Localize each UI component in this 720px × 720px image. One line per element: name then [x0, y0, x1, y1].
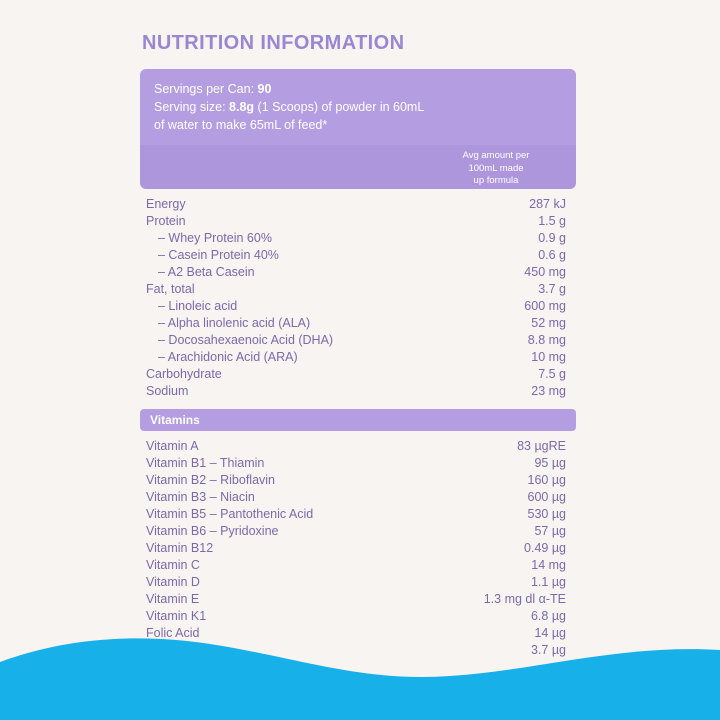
- table-row: [140, 333, 576, 350]
- nutrient-value: 0.49 µg: [524, 541, 566, 556]
- page-title: NUTRITION INFORMATION: [142, 32, 405, 54]
- serving-size-value: 8.8g: [229, 99, 255, 114]
- nutrient-label: – Casein Protein 40%: [158, 248, 279, 263]
- nutrient-label: – Whey Protein 60%: [158, 231, 272, 246]
- nutrient-value: 1.3 mg dl α-TE: [483, 592, 566, 607]
- table-row: [140, 282, 576, 299]
- nutrient-value: 10 mg: [531, 350, 566, 365]
- nutrient-value: 7.5 g: [538, 367, 566, 382]
- nutrient-value: 1.1 µg: [530, 575, 566, 590]
- nutrient-label: Vitamin B12: [146, 541, 214, 556]
- serving-info-box: [140, 69, 576, 145]
- nutrient-value: 14 mg: [531, 558, 566, 573]
- table-row: [140, 316, 576, 333]
- wave-decoration: [0, 610, 720, 720]
- nutrient-value: 52 mg: [531, 316, 566, 331]
- serving-size-rest: (1 Scoops) of powder in 60mL: [257, 99, 425, 114]
- servings-per-can-line: [154, 81, 562, 99]
- nutrient-label: Vitamin E: [146, 592, 200, 607]
- nutrient-value: 57 µg: [534, 524, 566, 539]
- nutrient-label: Vitamin C: [146, 558, 200, 573]
- nutrient-label: Vitamin A: [146, 439, 199, 454]
- serving-size-label: Serving size:: [154, 99, 226, 114]
- servings-per-can-label: Servings per Can:: [154, 82, 255, 96]
- nutrient-label: Sodium: [146, 384, 189, 399]
- nutrient-value: 23 mg: [531, 384, 566, 399]
- table-row: [140, 299, 576, 316]
- nutrient-value: 8.8 mg: [527, 333, 566, 348]
- nutrient-label: – Arachidonic Acid (ARA): [158, 350, 298, 365]
- nutrient-label: Energy: [146, 197, 186, 212]
- nutrient-label: Vitamin K1: [146, 609, 207, 624]
- column-header-line-1: Avg amount per: [462, 150, 530, 162]
- table-row: [140, 473, 576, 490]
- nutrition-panel: [140, 32, 576, 660]
- table-row: [140, 456, 576, 473]
- nutrient-label: Vitamin B2 – Riboflavin: [146, 473, 276, 488]
- nutrient-label: Carbohydrate: [146, 367, 222, 382]
- table-row: [140, 197, 576, 214]
- serving-size-line-2: of water to make 65mL of feed*: [154, 117, 328, 132]
- column-header-line-2: 100mL made: [468, 162, 524, 174]
- nutrient-value: 14 µg: [534, 626, 566, 641]
- nutrient-label: Vitamin B1 – Thiamin: [146, 456, 265, 471]
- table-row: [140, 592, 576, 609]
- nutrient-value: 1.5 g: [538, 214, 566, 229]
- column-header-amount: [426, 150, 566, 188]
- nutrient-label: – A2 Beta Casein: [158, 265, 255, 280]
- nutrient-value: 0.6 g: [538, 248, 566, 263]
- table-header-row: [140, 145, 576, 189]
- table-row: [140, 490, 576, 507]
- table-row: [140, 214, 576, 231]
- table-row: [140, 248, 576, 265]
- nutrient-value: 3.7 µg: [530, 643, 566, 658]
- nutrient-label: Vitamin B6 – Pyridoxine: [146, 524, 279, 539]
- nutrient-value: 0.9 g: [538, 231, 566, 246]
- table-row: [140, 265, 576, 282]
- table-row: [140, 575, 576, 592]
- nutrient-label: Folic Acid: [146, 626, 200, 641]
- nutrient-value: 95 µg: [534, 456, 566, 471]
- nutrient-value: 530 µg: [527, 507, 566, 522]
- nutrient-value: 83 µgRE: [517, 439, 566, 454]
- table-row: [140, 439, 576, 456]
- nutrient-label: Vitamin B5 – Pantothenic Acid: [146, 507, 314, 522]
- nutrient-label: Vitamin B3 – Niacin: [146, 490, 255, 505]
- nutrient-label: Vitamin D: [146, 575, 200, 590]
- nutrient-value: 6.8 µg: [530, 609, 566, 624]
- nutrient-rows: [140, 197, 576, 401]
- table-row: [140, 524, 576, 541]
- nutrient-label: Protein: [146, 214, 186, 229]
- nutrient-value: 600 mg: [524, 299, 566, 314]
- column-header-line-3: up formula: [473, 175, 519, 187]
- table-row: [140, 541, 576, 558]
- nutrient-value: 450 mg: [524, 265, 566, 280]
- table-row: [140, 558, 576, 575]
- serving-size-line: [154, 99, 562, 117]
- nutrient-label: Fat, total: [146, 282, 195, 297]
- table-row: [140, 384, 576, 401]
- table-row: [140, 507, 576, 524]
- table-row: [140, 367, 576, 384]
- table-row: [140, 350, 576, 367]
- nutrient-value: 600 µg: [527, 490, 566, 505]
- table-row: [140, 231, 576, 248]
- vitamins-section-header: Vitamins: [140, 409, 576, 431]
- nutrient-value: 160 µg: [527, 473, 566, 488]
- servings-per-can-value: 90: [257, 82, 272, 96]
- nutrient-value: 287 kJ: [529, 197, 566, 212]
- nutrient-label: – Alpha linolenic acid (ALA): [158, 316, 311, 331]
- nutrient-label: – Docosahexaenoic Acid (DHA): [158, 333, 334, 348]
- nutrient-value: 3.7 g: [538, 282, 566, 297]
- nutrient-label: – Linoleic acid: [158, 299, 238, 314]
